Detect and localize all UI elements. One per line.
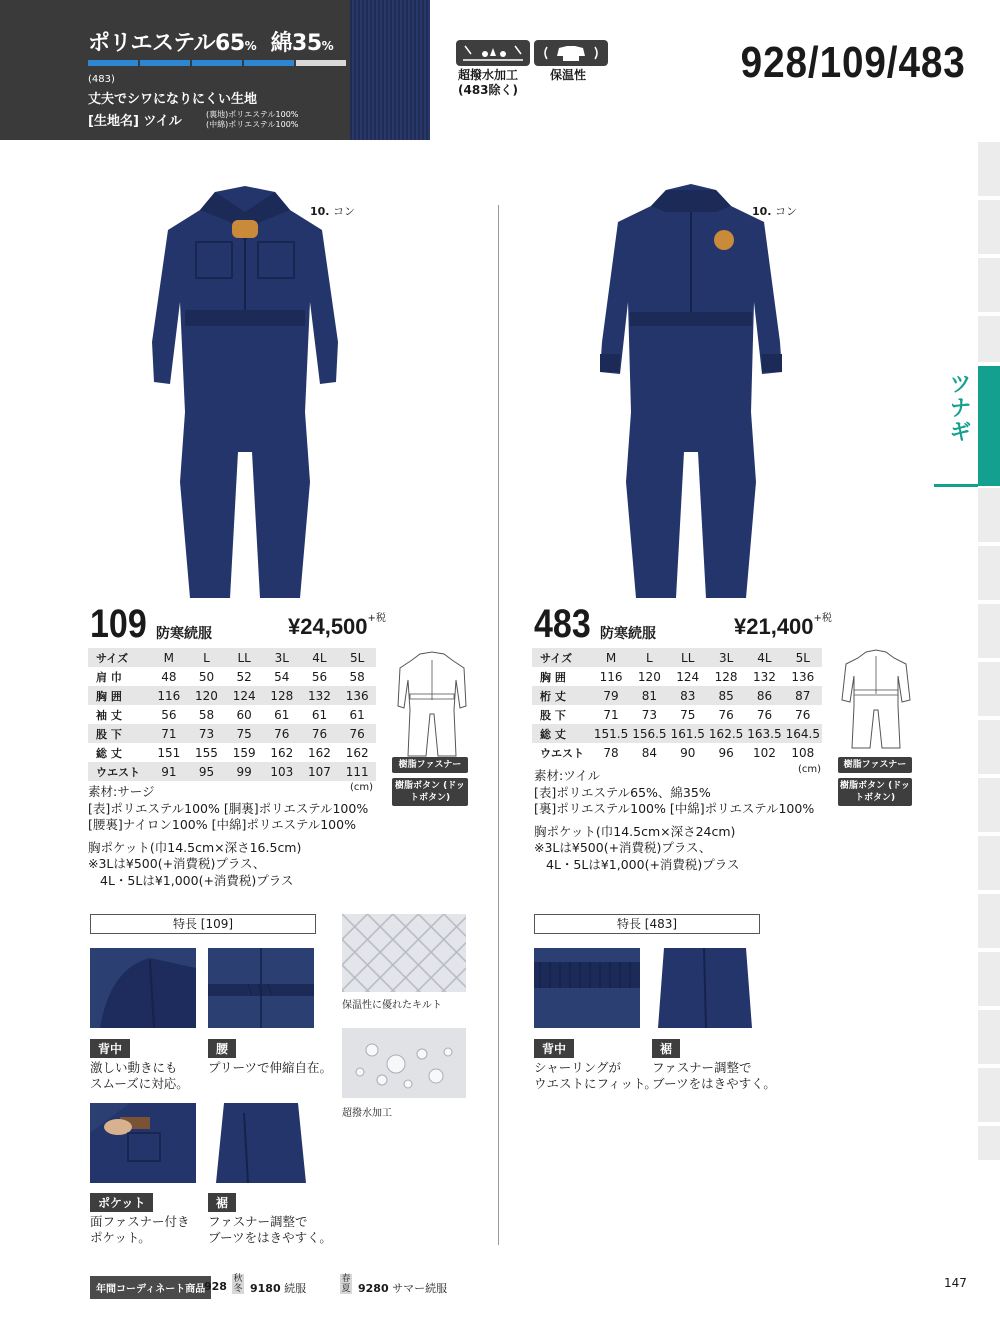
size-row-label: サイズ [88, 648, 150, 667]
coverall-109-image [140, 182, 350, 602]
size-cell: 151 [157, 745, 181, 760]
size-cell: 136 [338, 686, 376, 705]
color-label: 10. コン [310, 205, 355, 218]
size-cell: 90 [680, 745, 696, 760]
index-tab[interactable] [978, 1010, 1000, 1066]
feature-photo-waist [208, 948, 314, 1028]
size-cell: 107 [301, 762, 339, 781]
size-row [88, 724, 376, 743]
size-cell: 108 [791, 745, 815, 760]
size-cell: 156.5 [630, 724, 668, 743]
season-badge: 春夏 [341, 1274, 351, 1294]
size-cell: 61 [311, 707, 328, 722]
coverall-483-sketch [840, 648, 912, 752]
coverall-483-image [586, 182, 796, 602]
size-cell: 73 [641, 707, 658, 722]
feature-tag: 腰 [208, 1038, 236, 1058]
column-divider [498, 205, 499, 1245]
unit-label: (cm) [798, 764, 822, 775]
size-cell: M [592, 648, 630, 667]
feature-caption: 激しい動きにも スムーズに対応。 [90, 1060, 189, 1091]
feature-tag: 背中 [534, 1038, 574, 1058]
size-cell: 61 [274, 707, 290, 722]
feature-water-repellent: 超撥水加工 (483除く) [458, 68, 519, 97]
size-row-label: ウエスト [88, 762, 150, 781]
resin-zipper-badge: 樹脂ファスナー [392, 757, 468, 773]
feature-caption: 面ファスナー付き ポケット。 [90, 1214, 190, 1245]
size-row [88, 705, 376, 724]
size-cell: 79 [592, 686, 630, 705]
fabric-description: 丈夫でシワになりにくい生地 [88, 92, 258, 107]
index-tab[interactable] [978, 720, 1000, 776]
size-row-label: 胸 囲 [540, 670, 566, 684]
size-cell: 56 [311, 669, 328, 684]
index-tab[interactable] [978, 1068, 1000, 1124]
size-header-row [88, 648, 376, 667]
fabric-code: (483) [88, 74, 115, 85]
size-row-label: 股 下 [540, 708, 566, 722]
size-cell: 151.5 [592, 724, 630, 743]
size-cell: 164.5 [784, 724, 822, 743]
size-cell: 86 [745, 686, 783, 705]
feature-photo-back [90, 948, 196, 1028]
size-cell: 128 [263, 686, 301, 705]
feature-tag: 裾 [652, 1038, 680, 1058]
size-cell: 52 [236, 669, 252, 684]
feature-tag: 裾 [208, 1192, 236, 1212]
size-cell: 76 [338, 724, 376, 743]
index-tab[interactable] [978, 200, 1000, 256]
size-row [532, 705, 822, 724]
size-cell: 4L [301, 648, 339, 667]
material-composition: ポリエステル65% 綿35% [88, 31, 334, 56]
size-cell: 76 [263, 724, 301, 743]
size-cell: M [150, 648, 188, 667]
size-cell: 56 [161, 707, 177, 722]
water-repellent-photo [342, 1028, 466, 1098]
size-cell: 95 [188, 762, 226, 781]
size-cell: 124 [225, 686, 263, 705]
index-tab[interactable] [978, 142, 1000, 198]
size-cell: 163.5 [745, 724, 783, 743]
size-row-label: 総 丈 [532, 724, 592, 743]
index-label: ツナギ [946, 372, 971, 444]
size-cell: 96 [718, 745, 734, 760]
size-cell: 124 [676, 669, 700, 684]
size-row [88, 667, 376, 686]
coordinate-item-code: 928 [204, 1280, 227, 1293]
size-cell: 83 [669, 686, 707, 705]
page-number: 147 [944, 1276, 967, 1290]
size-row [88, 743, 376, 762]
size-cell: 84 [641, 745, 658, 760]
size-cell: 71 [150, 724, 188, 743]
size-cell: 76 [795, 707, 811, 722]
series-code: 928/109/483 [740, 38, 966, 87]
fabric-detail: (裏地)ポリエステル100% (中綿)ポリエステル100% [206, 110, 299, 129]
size-cell: 162 [270, 745, 294, 760]
size-cell: 162.5 [707, 724, 745, 743]
size-cell: 4L [745, 648, 783, 667]
size-cell: 120 [188, 686, 226, 705]
index-tab[interactable] [978, 258, 1000, 314]
size-cell: 71 [603, 707, 619, 722]
index-tab[interactable] [978, 894, 1000, 950]
price: ¥24,500+税 [288, 613, 386, 639]
size-cell: 60 [236, 707, 252, 722]
size-cell: 159 [232, 745, 256, 760]
size-cell: 116 [150, 686, 188, 705]
fabric-name: [生地名] ツイル [88, 114, 182, 129]
size-row [532, 686, 822, 705]
size-cell: 73 [188, 724, 226, 743]
size-table [532, 648, 822, 762]
spec-text: 素材:サージ [表]ポリエステル100% [胴裏]ポリエステル100% [腰裏]ナイロン100% [中綿]ポリエステル100% 胸ポケット(巾14.5cm×深さ16.5cm) ※3Lは¥500(+消費税)プラス、 4L・5Lは¥1,000(+消費税)プラス [88, 784, 369, 888]
fabric-swatch-image [350, 0, 430, 140]
color-label: 10. コン [752, 205, 797, 218]
product-name: 防寒続服 [600, 626, 656, 642]
index-tab[interactable] [978, 952, 1000, 1008]
size-cell: 58 [198, 707, 215, 722]
composition-bar [88, 60, 346, 66]
size-cell: 61 [349, 707, 365, 722]
index-tab[interactable] [978, 604, 1000, 660]
size-cell: 76 [301, 724, 339, 743]
index-tab-active[interactable] [978, 366, 1000, 486]
size-row [88, 686, 376, 705]
feature-photo-hem [652, 948, 758, 1028]
season-badge: 秋冬 [233, 1274, 243, 1294]
size-cell: 120 [637, 669, 661, 684]
size-row [532, 743, 822, 762]
quilt-caption: 保温性に優れたキルト [342, 1000, 442, 1011]
model-number: 483 [534, 602, 591, 646]
size-row-label: 胸 囲 [88, 686, 150, 705]
size-row-label: 桁 丈 [532, 686, 592, 705]
size-cell: 3L [263, 648, 301, 667]
size-cell: 161.5 [669, 724, 707, 743]
coverall-109-sketch [396, 650, 468, 760]
feature-caption: ファスナー調整で ブーツをはきやすく。 [208, 1214, 332, 1245]
resin-button-badge: 樹脂ボタン (ドットボタン) [392, 778, 468, 806]
size-cell: LL [669, 648, 707, 667]
index-tab[interactable] [978, 488, 1000, 544]
quilt-photo [342, 914, 466, 992]
size-cell: 128 [714, 669, 738, 684]
index-tab[interactable] [978, 1126, 1000, 1162]
size-cell: 75 [680, 707, 696, 722]
index-tab[interactable] [978, 316, 1000, 364]
size-cell: 50 [198, 669, 215, 684]
size-cell: 5L [784, 648, 822, 667]
size-cell: LL [225, 648, 263, 667]
size-row [88, 762, 376, 781]
unit-label: (cm) [350, 782, 374, 793]
price: ¥21,400+税 [734, 613, 832, 639]
size-row-label: 股 下 [88, 724, 150, 743]
feature-photo-back [534, 948, 640, 1028]
size-row [532, 667, 822, 686]
feature-caption: ファスナー調整で ブーツをはきやすく。 [652, 1060, 776, 1091]
size-cell: 99 [225, 762, 263, 781]
features-title: 特長 [109] [90, 914, 316, 934]
water-repellent-icon [456, 40, 530, 66]
size-cell: L [630, 648, 668, 667]
water-repellent-caption: 超撥水加工 [342, 1108, 392, 1119]
size-cell: 81 [630, 686, 668, 705]
size-cell: 111 [338, 762, 376, 781]
size-row-label: ウエスト [540, 746, 584, 760]
size-cell: 76 [756, 707, 773, 722]
index-tab[interactable] [978, 778, 1000, 834]
feature-tag: ポケット [90, 1192, 153, 1212]
size-cell: 136 [791, 669, 815, 684]
warmth-icon [534, 40, 608, 66]
size-cell: 132 [753, 669, 776, 684]
model-number: 109 [90, 602, 147, 646]
resin-button-badge: 樹脂ボタン (ドットボタン) [838, 778, 912, 806]
size-table [88, 648, 376, 781]
size-cell: 78 [603, 745, 619, 760]
size-cell: 162 [308, 745, 331, 760]
size-cell: 3L [707, 648, 745, 667]
size-cell: 162 [345, 745, 369, 760]
size-cell: 76 [718, 707, 734, 722]
size-row-label: 袖 丈 [96, 708, 122, 722]
size-cell: 75 [225, 724, 263, 743]
feature-caption: プリーツで伸縮自在。 [208, 1060, 333, 1075]
index-tab[interactable] [978, 836, 1000, 892]
size-cell: 102 [753, 745, 776, 760]
size-row [532, 724, 822, 743]
index-tab[interactable] [978, 662, 1000, 718]
size-cell: 155 [195, 745, 218, 760]
feature-photo-pocket [90, 1103, 196, 1183]
size-row-label: 肩 巾 [96, 670, 122, 684]
size-cell: 85 [707, 686, 745, 705]
size-cell: 54 [274, 669, 290, 684]
size-cell: 5L [338, 648, 376, 667]
size-header-row [532, 648, 822, 667]
size-cell: 91 [150, 762, 188, 781]
spec-text: 素材:ツイル [表]ポリエステル65%、綿35% [裏]ポリエステル100% [中綿]ポリエステル100% 胸ポケット(巾14.5cm×深さ24cm) ※3Lは¥500(+消費税)プラス、 4L・5Lは¥1,000(+消費税)プラス [534, 768, 815, 872]
resin-zipper-badge: 樹脂ファスナー [838, 757, 912, 773]
index-tab[interactable] [978, 546, 1000, 602]
feature-warmth: 保温性 [550, 68, 587, 82]
size-cell: L [188, 648, 226, 667]
size-cell: 87 [784, 686, 822, 705]
size-row-label: サイズ [532, 648, 592, 667]
size-cell: 132 [301, 686, 339, 705]
coordinate-label: 年間コーディネート商品 [90, 1276, 211, 1299]
feature-photo-hem [208, 1103, 314, 1183]
coordinate-item: 9180 続服 [250, 1282, 307, 1295]
coordinate-item: 9280 サマー続服 [358, 1282, 448, 1295]
size-cell: 116 [599, 669, 623, 684]
size-cell: 48 [161, 669, 177, 684]
feature-caption: シャーリングが ウエストにフィット。 [534, 1060, 657, 1091]
product-name: 防寒続服 [156, 626, 212, 642]
feature-tag: 背中 [90, 1038, 130, 1058]
size-row-label: 総 丈 [96, 746, 122, 760]
index-underline [934, 484, 978, 487]
size-cell: 103 [263, 762, 301, 781]
features-title: 特長 [483] [534, 914, 760, 934]
size-cell: 58 [349, 669, 365, 684]
